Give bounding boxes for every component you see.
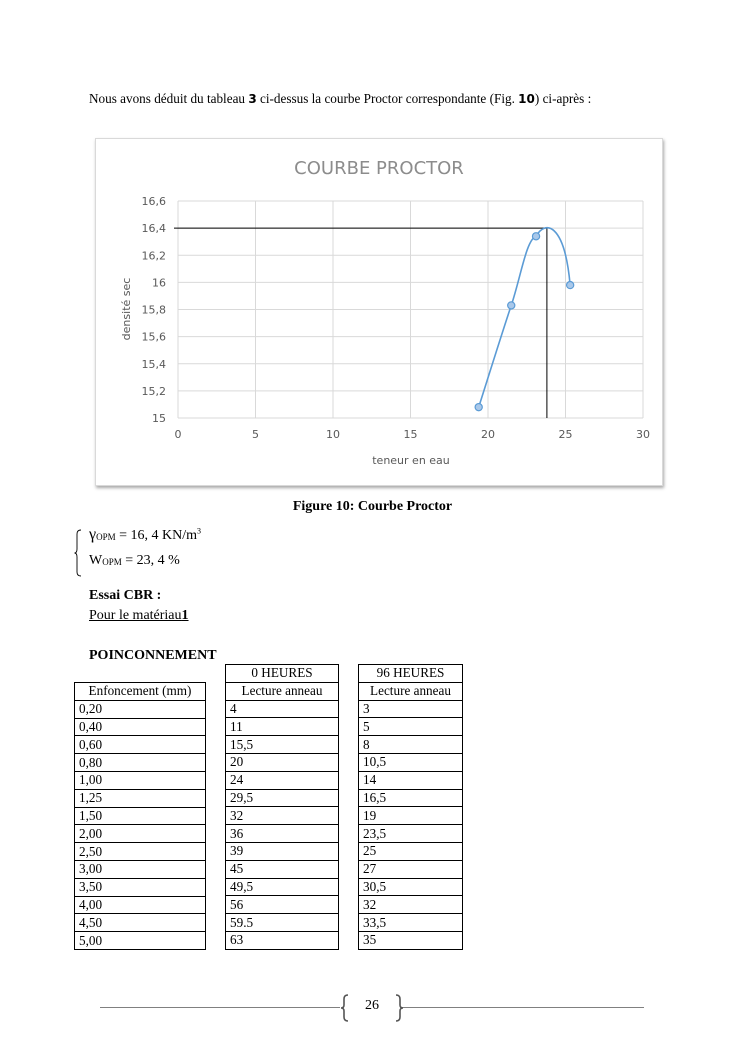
zero-hours-table [225,664,339,950]
materiau-number: 1 [181,608,189,623]
data-point [532,233,539,240]
zero-hours-cell: 49,5 [226,878,339,896]
x-tick-label: 20 [481,428,495,441]
right-bracket-icon [394,994,404,1022]
enfoncement-cell: 5,00 [75,932,206,950]
gamma-value: = 16, 4 KN/m [115,528,197,543]
table-row [75,896,206,914]
series-line [479,228,570,407]
chart-x-axis-label: teneur en eau [372,454,450,467]
enfoncement-cell: 4,50 [75,914,206,932]
table-row [359,789,463,807]
zero-hours-cell: 15,5 [226,736,339,754]
x-tick-label: 15 [403,428,418,441]
figure-caption: Figure 10: Courbe Proctor [292,499,453,514]
table-row [359,682,463,700]
chart-y-axis-label: densité sec [120,277,133,341]
intro-text-middle: ci-dessus la courbe Proctor correspondante (Fig. [256,91,519,106]
figure-reference: 10 [518,92,535,106]
table-row [226,682,339,700]
table-row [359,665,463,683]
table-row [359,753,463,771]
zero-hours-cell: 36 [226,825,339,843]
zero-hours-cell: 29,5 [226,789,339,807]
table-row [359,825,463,843]
enfoncement-cell: 2,50 [75,843,206,861]
table-row [226,700,339,718]
left-brace-icon [74,529,82,577]
intro-text-after: ) ci-après : [534,91,592,106]
zero-hours-header: Lecture anneau [226,682,339,700]
ninety-six-hours-cell: 5 [359,718,463,736]
enfoncement-table [74,682,206,950]
data-point [567,281,574,288]
zero-hours-title: 0 HEURES [226,665,339,683]
table-row [359,807,463,825]
gamma-opm-formula [89,526,201,544]
ninety-six-hours-title: 96 HEURES [359,665,463,683]
table-row [75,914,206,932]
table-row [75,736,206,754]
x-tick-label: 10 [326,428,340,441]
enfoncement-cell: 1,00 [75,771,206,789]
table-row [75,789,206,807]
table-row [226,736,339,754]
table-row [226,878,339,896]
enfoncement-cell: 3,00 [75,860,206,878]
data-point [508,302,515,309]
table-row [226,860,339,878]
y-tick-label: 16,2 [141,249,166,263]
x-tick-label: 30 [636,428,650,441]
table-reference: 3 [248,92,257,106]
ninety-six-hours-table [358,664,463,950]
zero-hours-cell: 63 [226,931,339,949]
enfoncement-cell: 2,00 [75,825,206,843]
table-row [359,931,463,949]
gamma-subscript: OPM [96,532,116,542]
left-bracket-icon [340,994,350,1022]
poinconnement-heading: POINCONNEMENT [89,648,217,663]
table-row [359,700,463,718]
ninety-six-hours-cell: 27 [359,860,463,878]
ninety-six-hours-cell: 3 [359,700,463,718]
table-row [226,931,339,949]
page-number: 26 [365,998,379,1013]
table-row [226,825,339,843]
table-row [359,771,463,789]
footer-rule-right [401,1007,644,1008]
table-row [75,807,206,825]
gamma-symbol: γ [89,526,97,543]
ninety-six-hours-cell: 23,5 [359,825,463,843]
materiau-label [89,608,189,624]
y-tick-label: 15,2 [141,384,166,398]
table-row [75,754,206,772]
footer-rule-left [100,1007,340,1008]
table-row [75,843,206,861]
table-row [75,860,206,878]
table-row [75,718,206,736]
enfoncement-cell: 0,80 [75,754,206,772]
table-row [75,932,206,950]
table-row [75,771,206,789]
table-row [75,700,206,718]
table-row [226,718,339,736]
w-subscript: OPM [102,557,122,567]
essai-cbr-heading: Essai CBR : [89,588,162,603]
ninety-six-hours-cell: 14 [359,771,463,789]
table-row [359,860,463,878]
w-value: = 23, 4 % [121,553,180,568]
enfoncement-cell: 1,50 [75,807,206,825]
chart-title: COURBE PROCTOR [294,158,464,179]
materiau-text: Pour le matériau [89,608,182,623]
zero-hours-cell: 45 [226,860,339,878]
y-tick-label: 15,8 [141,303,166,317]
table-row [226,914,339,932]
table-row [75,825,206,843]
zero-hours-cell: 56 [226,896,339,914]
y-tick-label: 15,6 [141,330,166,344]
ninety-six-hours-cell: 35 [359,931,463,949]
ninety-six-hours-cell: 19 [359,807,463,825]
w-symbol: W [89,553,103,568]
table-row [359,718,463,736]
table-row [226,807,339,825]
y-tick-label: 16,6 [141,195,166,208]
enfoncement-cell: 4,00 [75,896,206,914]
enfoncement-cell: 0,60 [75,736,206,754]
ninety-six-hours-cell: 25 [359,842,463,860]
ninety-six-hours-cell: 33,5 [359,914,463,932]
zero-hours-cell: 4 [226,700,339,718]
zero-hours-cell: 20 [226,753,339,771]
ninety-six-hours-cell: 32 [359,896,463,914]
ninety-six-hours-cell: 10,5 [359,753,463,771]
y-tick-label: 16 [152,276,166,290]
table-row [226,789,339,807]
intro-paragraph [89,88,657,110]
enfoncement-cell: 1,25 [75,789,206,807]
w-opm-formula [89,553,180,569]
table-row [226,842,339,860]
y-tick-label: 15 [152,412,166,425]
proctor-chart [95,138,663,486]
zero-hours-cell: 32 [226,807,339,825]
y-tick-label: 16,4 [141,222,166,236]
table-row [226,771,339,789]
table-row [75,683,206,701]
ninety-six-hours-cell: 30,5 [359,878,463,896]
ninety-six-hours-header: Lecture anneau [359,682,463,700]
table-row [359,896,463,914]
zero-hours-cell: 39 [226,842,339,860]
enfoncement-cell: 3,50 [75,878,206,896]
y-tick-label: 15,4 [141,357,166,371]
ninety-six-hours-cell: 8 [359,736,463,754]
zero-hours-cell: 24 [226,771,339,789]
table-row [359,842,463,860]
data-point [475,404,482,411]
table-row [359,914,463,932]
x-tick-label: 0 [174,428,182,441]
enfoncement-header: Enfoncement (mm) [75,683,206,701]
gamma-exponent: 3 [197,526,201,536]
table-row [75,878,206,896]
intro-text-before: Nous avons déduit du tableau [89,91,249,106]
x-tick-label: 5 [252,428,259,441]
enfoncement-cell: 0,20 [75,700,206,718]
table-row [226,896,339,914]
proctor-chart-svg [96,139,662,485]
zero-hours-cell: 59.5 [226,914,339,932]
x-tick-label: 25 [558,428,573,441]
table-row [359,878,463,896]
table-row [359,736,463,754]
zero-hours-cell: 11 [226,718,339,736]
enfoncement-cell: 0,40 [75,718,206,736]
table-row [226,665,339,683]
ninety-six-hours-cell: 16,5 [359,789,463,807]
table-row [226,753,339,771]
